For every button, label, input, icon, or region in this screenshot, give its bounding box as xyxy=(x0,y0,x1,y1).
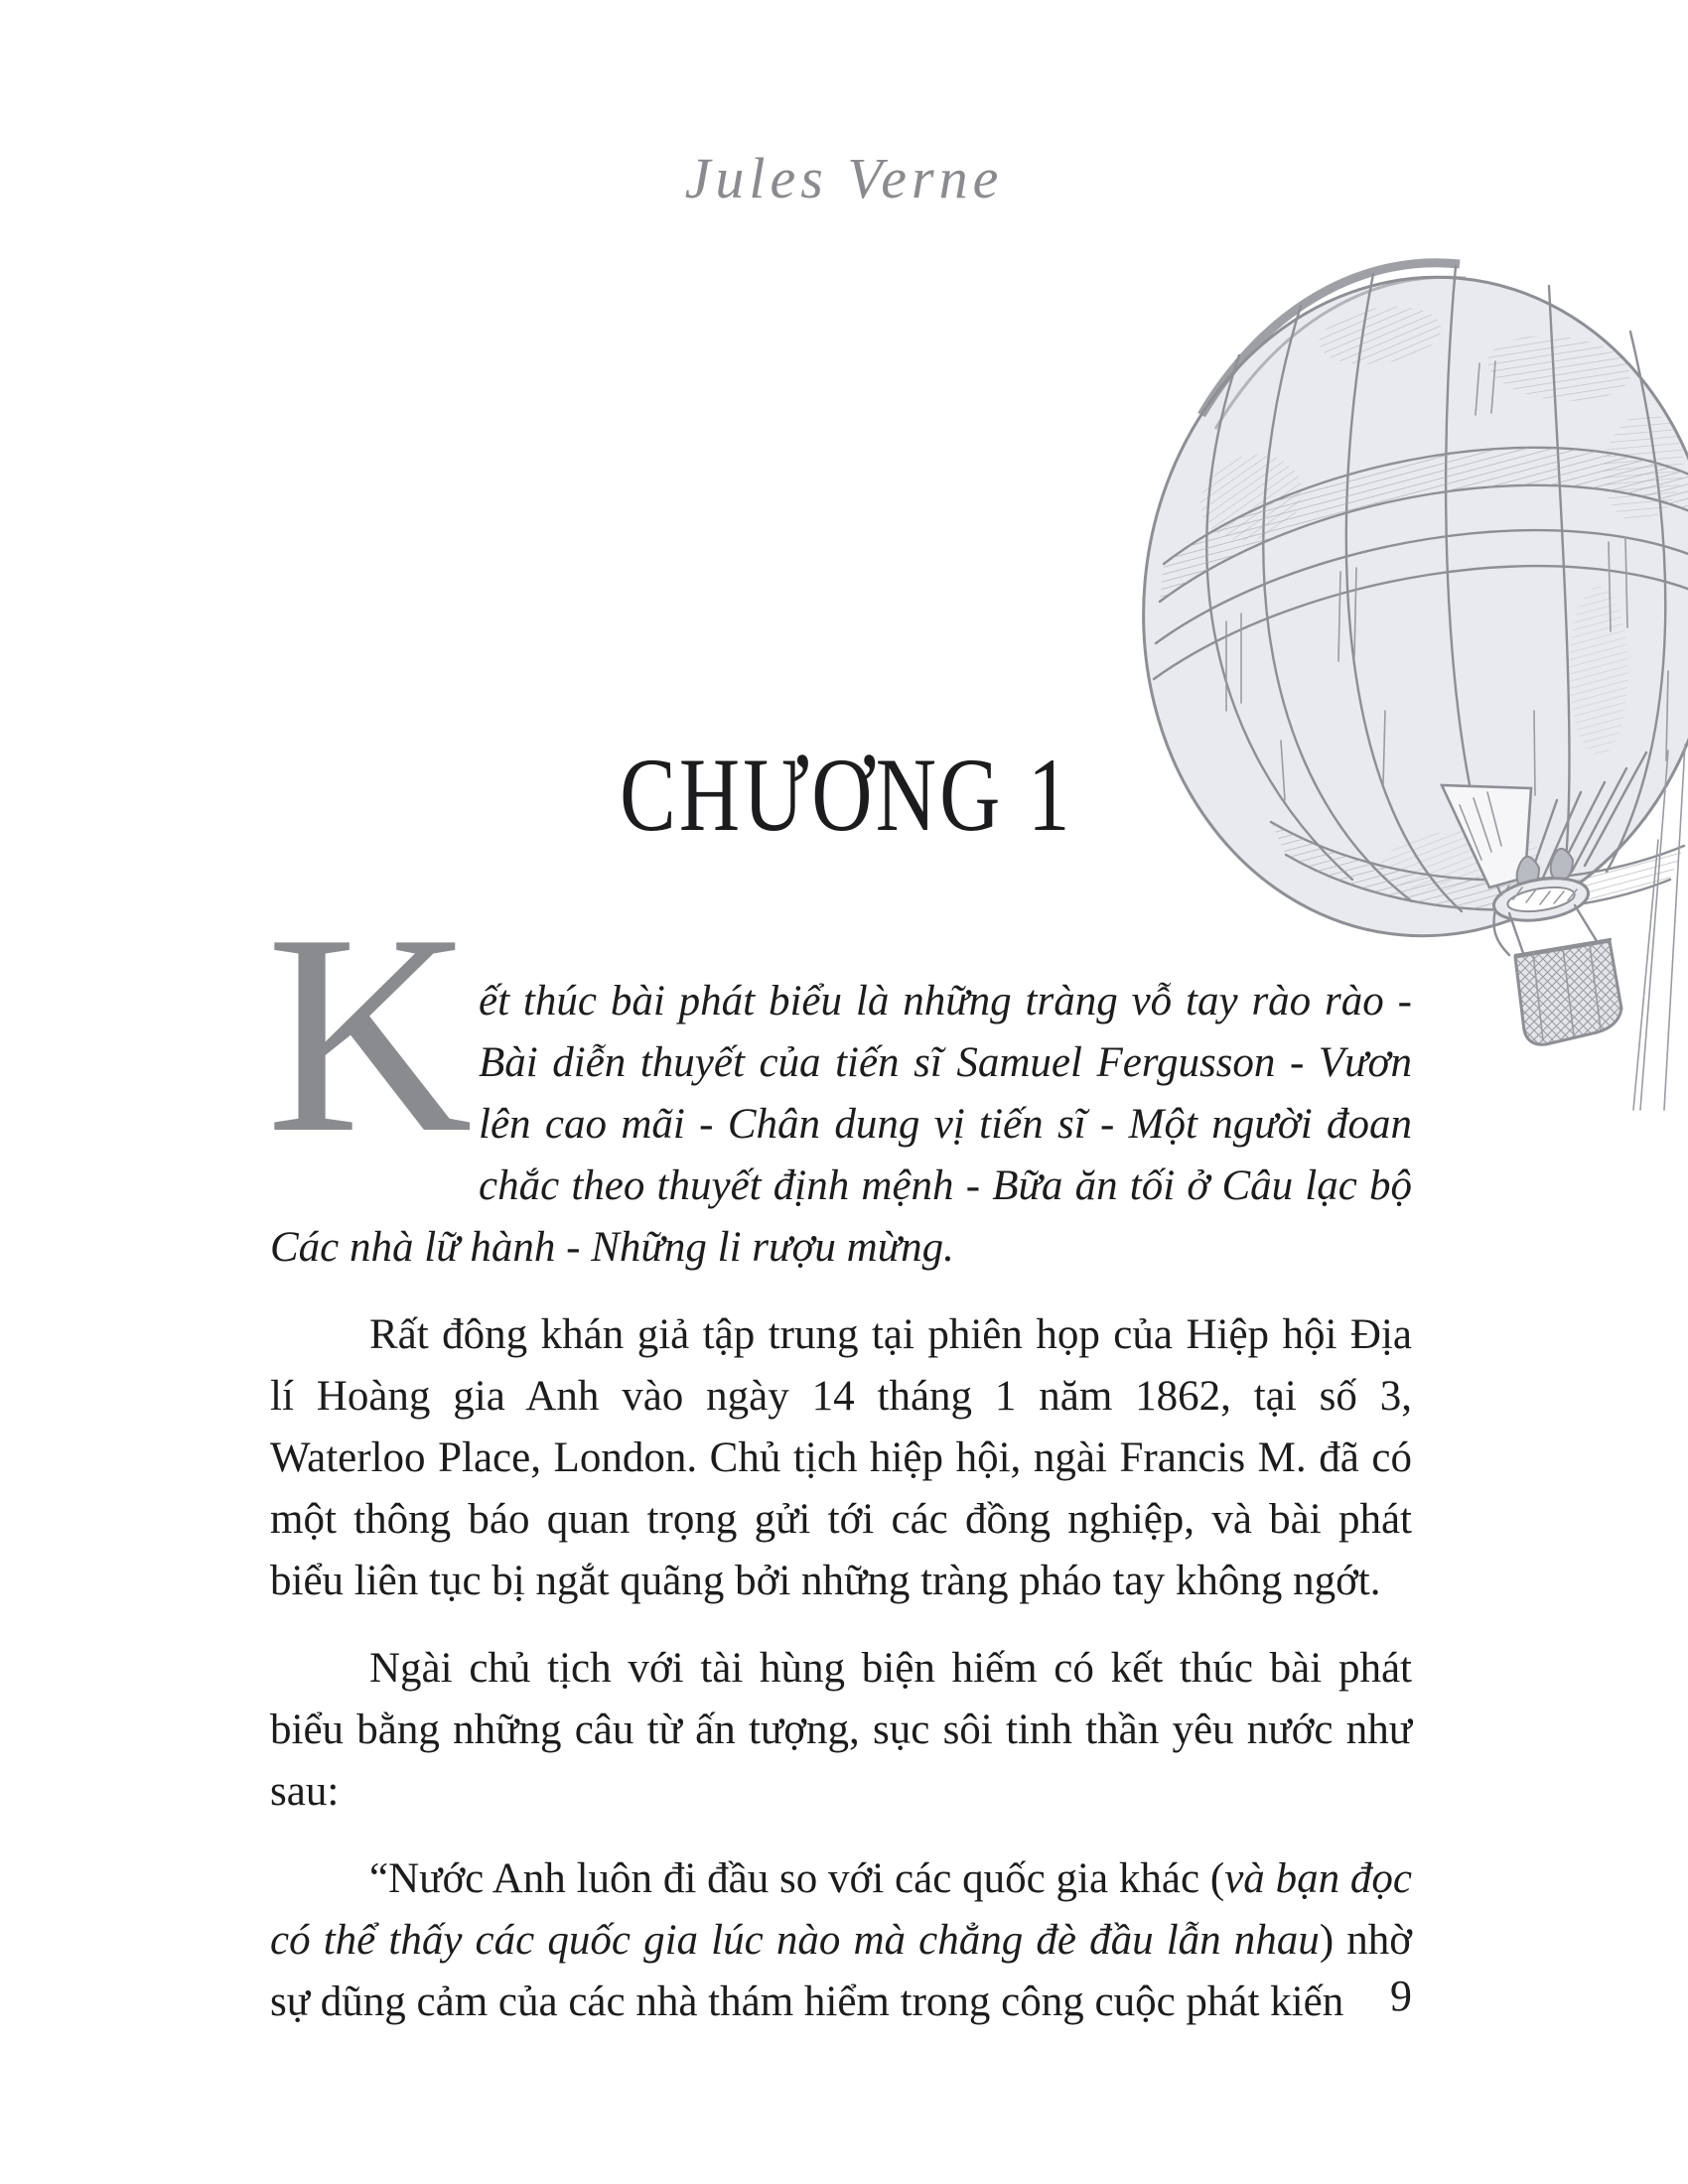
body-paragraph-2: Ngài chủ tịch với tài hùng biện hiếm có kết thúc bài phát biểu bằng những câu từ ấn tượng, sục sôi tinh thần yêu nước như sau: xyxy=(270,1645,1412,1815)
chapter-title-text: CHƯƠNG 1 xyxy=(620,737,1073,853)
paragraph-3-prefix: “Nước Anh luôn đi đầu so với các quốc gia khác ( xyxy=(369,1855,1225,1902)
page-number: 9 xyxy=(1390,1972,1412,2020)
drop-cap-spacer xyxy=(270,971,479,1158)
paragraph-3-italic-aside: và bạn đọc có thể thấy các quốc gia lúc nào mà chẳng đè đầu lẫn nhau xyxy=(270,1855,1413,1964)
text-column xyxy=(270,971,1412,2033)
chapter-title xyxy=(283,737,1410,853)
intro-summary-text: ết thúc bài phát biểu là những tràng vỗ tay rào rào - Bài diễn thuyết của tiến sĩ Samuel Fergusson - Vươn lên cao mãi - Chân dung vị tiến sĩ - Một người đoan chắc theo thuyết định mệnh - Bữa ăn tối ở Câu lạc bộ Các nhà lữ hành - Những li rượu mừng. xyxy=(270,978,1412,1271)
author-header: Jules Verne xyxy=(684,146,1004,210)
drop-cap: K xyxy=(266,876,473,1192)
body-paragraph-1: Rất đông khán giả tập trung tại phiên họp của Hiệp hội Địa lí Hoàng gia Anh vào ngày 14 tháng 1 năm 1862, tại số 3, Waterloo Place, London. Chủ tịch hiệp hội, ngài Francis M. đã có một thông báo quan trọng gửi tới các đồng nghiệp, và bài phát biểu liên tục bị ngắt quãng bởi những tràng pháo tay không ngớt. xyxy=(270,1311,1412,1604)
intro-summary-paragraph xyxy=(270,971,1412,1279)
paragraph-3-suffix: ) nhờ sự dũng cảm của các nhà thám hiểm trong công cuộc phát kiến xyxy=(270,1917,1413,2025)
